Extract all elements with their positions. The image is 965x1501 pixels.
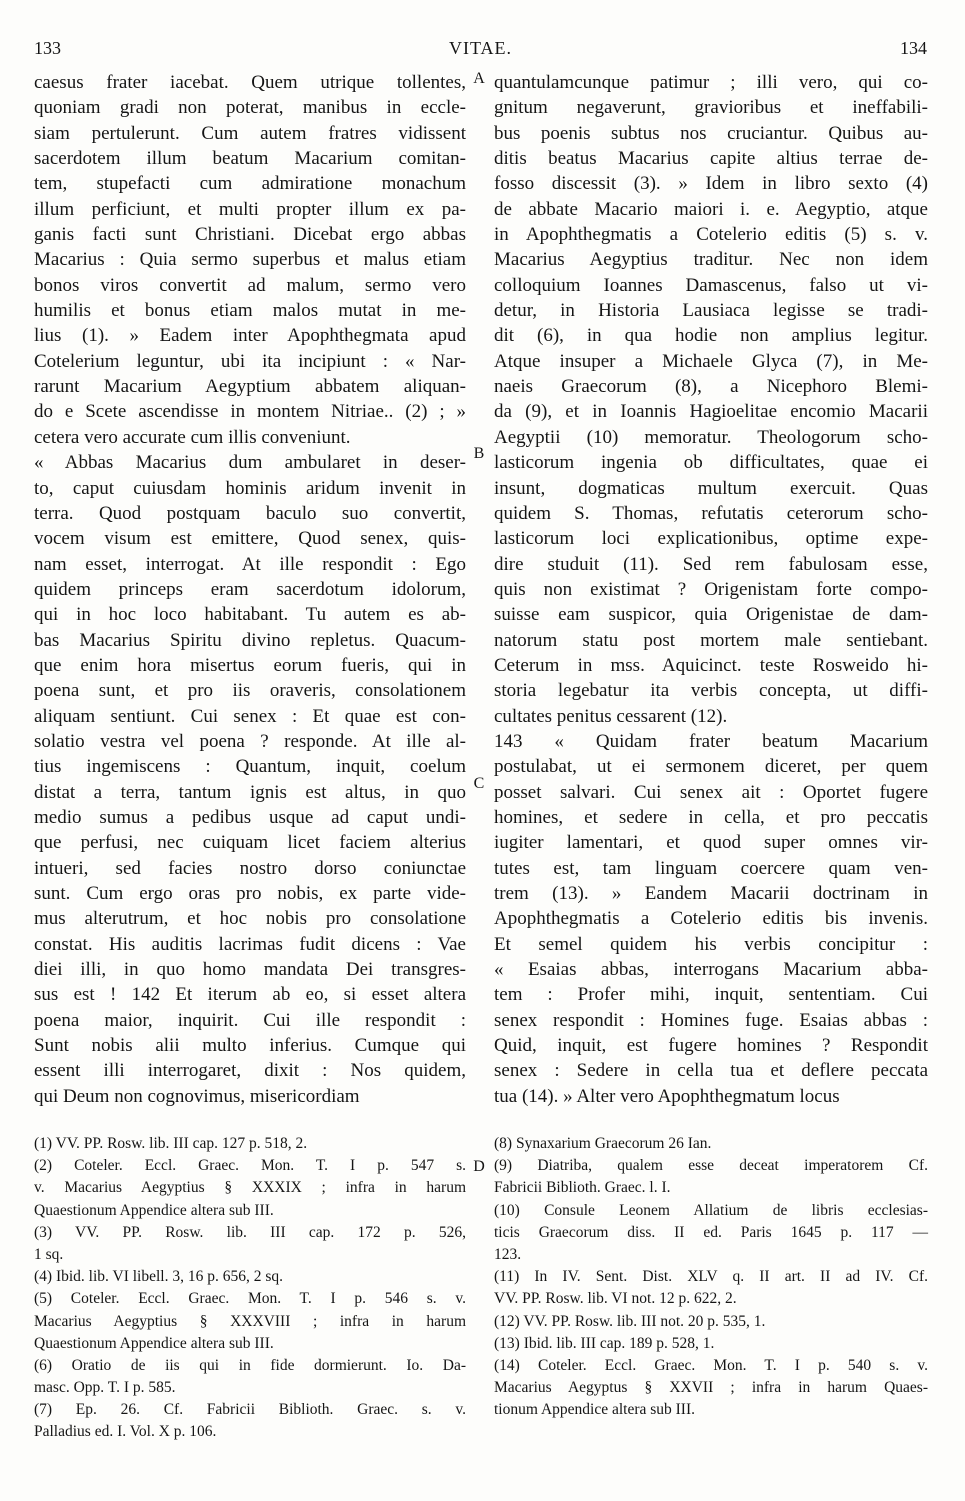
text-line: tua (14). » Alter vero Apophthegmatum locus — [494, 1085, 840, 1107]
footnote-line: tionum Appendice altera sub III. — [494, 1401, 696, 1419]
text-line: Atque insuper a Michaele Glyca (7), in Me- — [494, 350, 928, 372]
margin-letter-a: A — [473, 70, 485, 87]
text-line: terra. Quod postquam baculo suo convertit, — [34, 502, 466, 524]
text-line: qui Deum non cognovimus, misericordiam — [34, 1085, 360, 1107]
footnote-line: (1) VV. PP. Rosw. lib. III cap. 127 p. 518, 2. — [34, 1135, 308, 1152]
running-head: VITAE. — [448, 38, 513, 58]
text-line: do e Scete ascendisse in montem Nitriae.. (2) ; » — [34, 401, 466, 423]
text-line: que perfusi, nec cuiquam licet faciem alterius — [34, 832, 466, 854]
text-line: mus alterutrum, et hoc nobis pro consolatione — [34, 908, 466, 930]
text-line: tutes est, tam linguam coercere quam ven- — [494, 857, 928, 879]
footnote-line: 123. — [494, 1245, 522, 1263]
text-line: nam esset, interrogat. At ille respondit : Ego — [34, 553, 466, 575]
text-line: naeis Graecorum (8), a Nicephoro Blemi- — [494, 376, 928, 398]
text-line: solatio vestra vel poena ? responde. At ille al- — [34, 730, 466, 752]
text-line: quoniam gradi non poterat, manibus in eccle- — [34, 97, 466, 119]
footnote-line: (7) Ep. 26. Cf. Fabricii Biblioth. Graec. s. v. — [34, 1401, 466, 1419]
text-line: fosso discessit (3). » Idem in libro sexto (4) — [494, 173, 928, 195]
text-line: to, caput cuiusdam hominis aridum invenit in — [34, 477, 466, 499]
text-line: posset salvari. Cui senex ait : Oportet fugere — [494, 781, 928, 803]
text-line: medio sumus a pedibus usque ad caput undi- — [34, 806, 466, 828]
text-line: sunt. Cum ergo oras pro nobis, ex parte vide- — [34, 883, 466, 904]
text-line: tem, stupefacti cum admiratione monachum — [34, 173, 466, 195]
text-line: insunt, dogmaticas multum exercuit. Quas — [494, 477, 928, 499]
text-line: « Esaias abbas, interrogans Macarium abba- — [494, 959, 928, 981]
text-line: Quid, inquit, est fugere homines ? Respondit — [494, 1035, 928, 1057]
footnote-line: (14) Coteler. Eccl. Graec. Mon. T. I p. 540 s. v. — [494, 1356, 928, 1374]
text-line: iugiter lamentari, et quod super omnes vir- — [494, 832, 928, 854]
text-line: caesus frater iacebat. Quem utrique tollentes, — [34, 72, 466, 93]
text-line: bus poenis subtus nos cruciantur. Quibus au- — [494, 122, 928, 144]
footnote-line: (4) Ibid. lib. VI libell. 3, 16 p. 656, 2 sq. — [34, 1268, 283, 1286]
text-line: qui in hoc loco habitabant. Tu autem es ab- — [34, 604, 466, 626]
text-line: postulabat, ut ei sermonem diceret, per quem — [494, 756, 928, 778]
text-line: quidem princeps eram sacerdotum idolorum, — [34, 578, 466, 600]
text-line: dire studuit (11). Sed rem fabulosam esse, — [494, 553, 928, 575]
text-line: da (9), et in Ioannis Hagioelitae encomio Macarii — [494, 401, 928, 423]
text-line: in Apophthegmatis a Cotelerio editis (5) s. v. — [494, 224, 928, 246]
page-number-left: 133 — [34, 38, 61, 58]
text-line: diei illi, in quo homo mandata Dei transgres- — [34, 959, 466, 981]
footnote-line: Fabricii Biblioth. Graec. l. I. — [494, 1179, 671, 1197]
footnote-line: Macarius Aegyptus § XXVII ; infra in harum Quaes- — [494, 1379, 928, 1397]
text-line: illum perficiunt, et multi propter illum ex pa- — [34, 198, 466, 220]
text-line: Macarius Aegyptius traditur. Nec non idem — [494, 249, 928, 271]
left-footnotes — [34, 1133, 466, 1444]
text-line: ganis facti sunt Christiani. Dicebat ergo abbas — [34, 224, 466, 246]
footnote-line: Palladius ed. I. Vol. X p. 106. — [34, 1423, 217, 1441]
footnote-line: (12) VV. PP. Rosw. lib. III not. 20 p. 535, 1. — [494, 1312, 766, 1330]
text-line: storia legebatur ita verbis concepta, ut diffi- — [494, 680, 928, 702]
footnote-line: (8) Synaxarium Graecorum 26 Ian. — [494, 1135, 712, 1152]
text-line: lius (1). » Eadem inter Apophthegmata apud — [34, 325, 466, 347]
footnote-line: (10) Consule Leonem Allatium de libris ecclesias- — [494, 1201, 928, 1219]
text-line: poena maior, inquirit. Cui ille respondit : — [34, 1009, 466, 1031]
text-line: quis non existimat ? Origenistam forte compo- — [494, 578, 928, 600]
text-line: rarunt Macarium Aegyptium abbatem aliquan- — [34, 376, 466, 398]
text-line: cultates penitus cessarent (12). — [494, 705, 728, 727]
text-line: vocem visum est emittere, Quod senex, quis- — [34, 528, 466, 550]
text-line: lasticorum ingenia ob difficultates, quae ei — [494, 452, 928, 474]
text-line: sus est ! 142 Et iterum ab eo, si esset altera — [34, 984, 466, 1006]
footnote-line: Macarius Aegyptius § XXXVIII ; infra in harum — [34, 1312, 466, 1330]
text-line: dit (6), in qua hodie non amplius legitur. — [494, 325, 928, 347]
text-line: de abbate Macario maiori i. e. Aegyptio, atque — [494, 198, 928, 220]
footnote-line: (5) Coteler. Eccl. Graec. Mon. T. I p. 546 s. v. — [34, 1290, 466, 1308]
footnote-line: (2) Coteler. Eccl. Graec. Mon. T. I p. 547 s. — [34, 1157, 466, 1175]
text-line: gnitum negaverunt, gravioribus et ineffabili- — [494, 97, 928, 119]
text-line: senex respondit : Homines fuge. Esaias abbas : — [494, 1009, 928, 1031]
text-line: Et semel quidem his verbis concipitur : — [494, 933, 928, 955]
footnote-line: masc. Opp. T. I p. 585. — [34, 1379, 176, 1397]
text-line: constat. His auditis lacrimas fudit dicens : Vae — [34, 933, 466, 955]
footnote-line: (3) VV. PP. Rosw. lib. III cap. 172 p. 526, — [34, 1223, 466, 1241]
margin-letter-d: D — [473, 1158, 485, 1175]
footnote-line: v. Macarius Aegyptius § XXXIX ; infra in harum — [34, 1179, 466, 1197]
text-line: aliquam sentiunt. Cui senex : Et quae est con- — [34, 705, 466, 727]
footnote-line: ticis Graecorum diss. II ed. Paris 1645 p. 117 — — [494, 1223, 928, 1241]
page-number-right: 134 — [900, 38, 927, 58]
text-line: colloquium Ioannes Damascenus, falso ut vi- — [494, 274, 928, 296]
text-line: Apophthegmatis a Cotelerio editis bis invenis. — [494, 908, 928, 930]
text-line: siam pertulerunt. Cum autem fratres vidissent — [34, 122, 466, 144]
footnote-line: (11) In IV. Sent. Dist. XLV q. II art. II ad IV. Cf. — [494, 1268, 928, 1286]
right-footnotes — [494, 1133, 928, 1421]
text-line: « Abbas Macarius dum ambularet in deser- — [34, 452, 466, 474]
text-line: essent illi interrogaret, dixit : Nos quidem, — [34, 1060, 466, 1082]
text-line: Cotelerium leguntur, ubi ita incipiunt : « Nar- — [34, 350, 466, 372]
text-line: intueri, sed facies nostro dorso coniunctae — [34, 857, 466, 879]
text-line: trem (13). » Eandem Macarii doctrinam in — [494, 883, 928, 904]
text-line: tius ingemiscens : Quantum, inquit, coelum — [34, 756, 466, 778]
footnote-line: (9) Diatriba, qualem esse deceat imperatorem Cf. — [494, 1157, 928, 1175]
text-line: quidem S. Thomas, refutatis ceterorum scho- — [494, 502, 928, 524]
text-line: poena sunt, et pro iis oraveris, consolationem — [34, 680, 466, 702]
text-line: Ceterum in mss. Aquicinct. teste Rosweido hi- — [494, 654, 928, 676]
text-line: bonos viros convertit ad malum, sermo vero — [34, 274, 466, 296]
margin-letter-c: C — [473, 775, 485, 792]
text-line: humilis et bonus etiam malos mutat in me- — [34, 300, 466, 322]
text-line: ditis beatus Macarius capite altius terrae de- — [494, 148, 928, 170]
text-line: lasticorum loci explicationibus, optime expe- — [494, 528, 928, 550]
text-line: 143 « Quidam frater beatum Macarium — [494, 730, 928, 752]
text-line: cetera vero accurate cum illis conveniunt. — [34, 426, 351, 448]
footnote-line: 1 sq. — [34, 1245, 64, 1263]
left-column — [34, 70, 466, 1109]
text-line: Macarius : Quia sermo superbus et malus etiam — [34, 249, 466, 271]
running-header — [34, 38, 927, 64]
text-line: natorum statu post mortem male sentiebant. — [494, 629, 928, 651]
right-column — [494, 70, 928, 1109]
text-line: sacerdotem illum beatum Macarium comitan- — [34, 148, 466, 170]
footnote-line: (6) Oratio de iis qui in fide dormierunt. Io. Da- — [34, 1356, 466, 1374]
text-line: Aegyptii (10) memoratur. Theologorum scho- — [494, 426, 928, 448]
text-line: senex : Sedere in cella tua et deflere peccata — [494, 1060, 928, 1082]
text-line: tem : Profer mihi, inquit, sententiam. Cui — [494, 984, 928, 1006]
text-line: Sunt nobis alii multo inferius. Cumque qui — [34, 1035, 466, 1057]
footnote-line: Quaestionum Appendice altera sub III. — [34, 1334, 274, 1352]
footnote-line: VV. PP. Rosw. lib. VI not. 12 p. 622, 2. — [494, 1290, 737, 1308]
text-line: homines, et sedere in cella, et pro peccatis — [494, 806, 928, 828]
text-line: bas Macarius Spiritu divino repletus. Quacum- — [34, 629, 466, 651]
text-line: detur, in Historia Lausiaca legisse se tradi- — [494, 300, 928, 322]
text-line: que enim hora misertus eorum fueris, qui in — [34, 654, 466, 676]
text-line: quantulamcunque patimur ; illi vero, qui co- — [494, 72, 928, 93]
footnote-line: (13) Ibid. lib. III cap. 189 p. 528, 1. — [494, 1334, 715, 1352]
text-line: distat a terra, tantum ignis est altus, in quo — [34, 781, 466, 803]
margin-letter-b: B — [473, 445, 485, 462]
text-line: suisse eam suspicor, quia Origenistae de dam- — [494, 604, 928, 626]
footnote-line: Quaestionum Appendice altera sub III. — [34, 1201, 274, 1219]
